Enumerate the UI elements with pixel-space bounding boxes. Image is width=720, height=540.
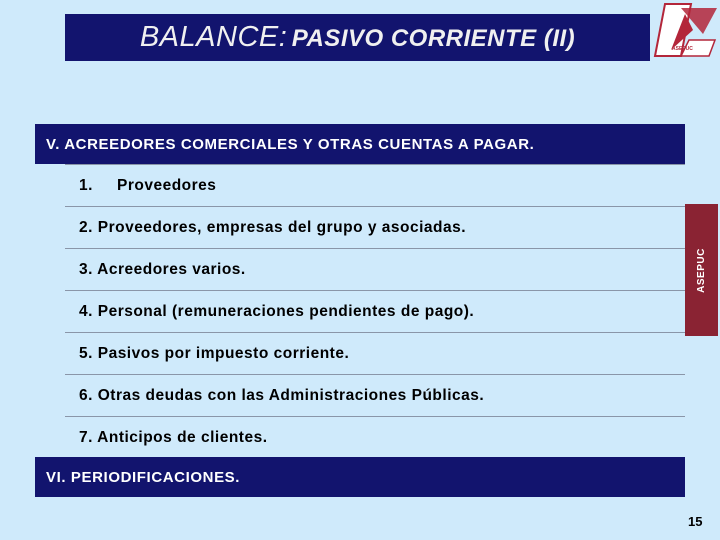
list-item-proveedores	[65, 164, 685, 206]
logo-text: ASEPUC	[672, 46, 693, 52]
page-number: 15	[688, 514, 703, 529]
asepuc-logo	[651, 0, 720, 58]
list-item-anticipos	[65, 416, 685, 458]
section-header-acreedores: V. ACREEDORES COMERCIALES Y OTRAS CUENTAS A PAGAR.	[35, 124, 685, 164]
list-item-acreedores-varios	[65, 248, 685, 290]
list-item-proveedores-grupo	[65, 206, 685, 248]
list-item-label: 4. Personal (remuneraciones pendientes de pago).	[79, 302, 475, 320]
title-sub: PASIVO CORRIENTE (II)	[291, 25, 576, 52]
side-tab	[685, 204, 718, 336]
list-item-label: 7. Anticipos de clientes.	[79, 428, 268, 446]
title-main: BALANCE:	[139, 21, 288, 53]
list-item-label: 5. Pasivos por impuesto corriente.	[79, 344, 350, 362]
side-tab-label: ASEPUC	[696, 247, 707, 293]
slide-title	[140, 21, 575, 54]
list-item-label: 2. Proveedores, empresas del grupo y asociadas.	[79, 218, 467, 236]
list-item-label: 3. Acreedores varios.	[79, 260, 246, 278]
list-item-otras-deudas	[65, 374, 685, 416]
list-item-personal	[65, 290, 685, 332]
list-item-pasivos-impuesto	[65, 332, 685, 374]
slide-title-bar	[65, 14, 650, 61]
list-item-label: Proveedores	[117, 176, 217, 194]
list-item-label: 6. Otras deudas con las Administraciones Públicas.	[79, 386, 485, 404]
section-header-periodificaciones: VI. PERIODIFICACIONES.	[35, 457, 685, 497]
list-item-number: 1.	[79, 176, 93, 194]
